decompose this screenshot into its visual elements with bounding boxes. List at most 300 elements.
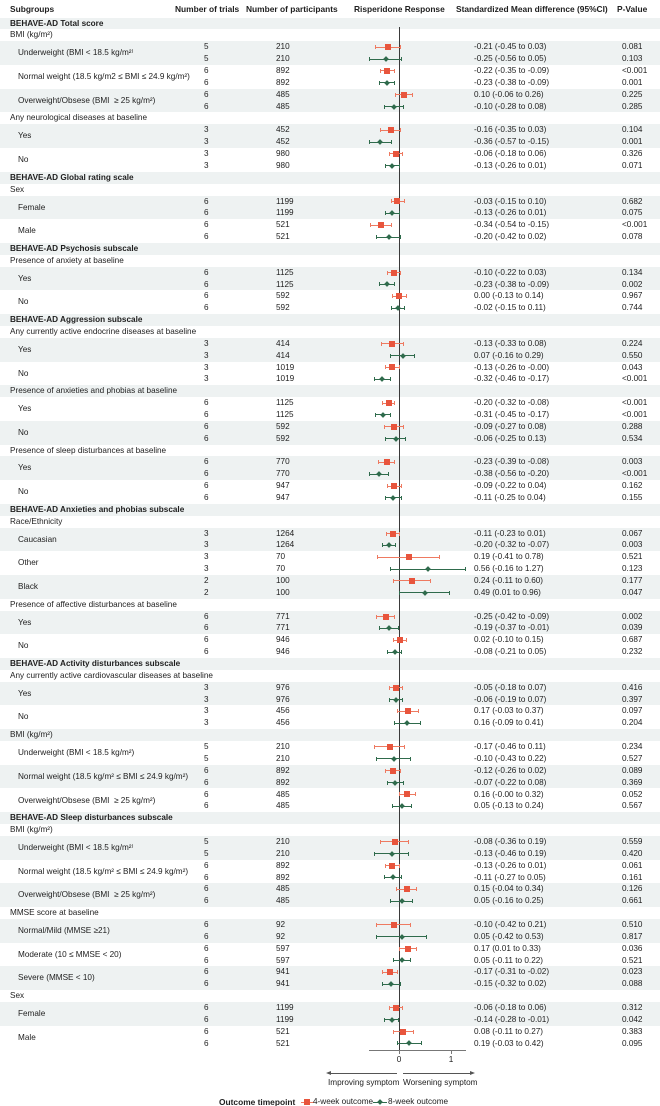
cell-number-of-trials: 3 bbox=[204, 374, 209, 384]
subgroup-label: Severe (MMSE < 10) bbox=[18, 973, 95, 983]
x-tick-0 bbox=[399, 1050, 400, 1054]
cell-p-value: <0.001 bbox=[622, 398, 648, 408]
cell-smd-ci: 0.00 (-0.13 to 0.14) bbox=[474, 291, 544, 301]
cell-number-of-participants: 1019 bbox=[276, 374, 295, 384]
cell-smd-ci: -0.10 (-0.28 to 0.08) bbox=[474, 101, 547, 111]
cell-smd-ci: 0.17 (-0.03 to 0.37) bbox=[474, 706, 544, 716]
cell-number-of-participants: 941 bbox=[276, 967, 290, 977]
cell-p-value: 0.420 bbox=[622, 848, 643, 858]
cell-smd-ci: -0.23 (-0.38 to -0.09) bbox=[474, 77, 550, 87]
cell-p-value: 0.039 bbox=[622, 623, 643, 633]
ci-cap-lower bbox=[396, 887, 397, 891]
cell-number-of-participants: 92 bbox=[276, 931, 286, 941]
cell-number-of-trials: 5 bbox=[204, 836, 209, 846]
ci-cap-upper bbox=[415, 792, 416, 796]
subgroup-label: Overweight/Obsese (BMI ≥ 25 kg/m²) bbox=[18, 890, 156, 900]
cell-number-of-trials: 6 bbox=[204, 967, 209, 977]
cell-p-value: 0.036 bbox=[622, 943, 643, 953]
cell-number-of-trials: 6 bbox=[204, 421, 209, 431]
cell-p-value: 0.397 bbox=[622, 694, 643, 704]
cell-number-of-trials: 3 bbox=[204, 552, 209, 562]
cell-number-of-trials: 6 bbox=[204, 955, 209, 965]
cell-number-of-participants: 947 bbox=[276, 481, 290, 491]
cell-smd-ci: -0.36 (-0.57 to -0.15) bbox=[474, 137, 550, 147]
cell-smd-ci: -0.10 (-0.22 to 0.03) bbox=[474, 267, 547, 277]
cell-p-value: 0.078 bbox=[622, 232, 643, 242]
ci-cap-lower bbox=[385, 164, 386, 168]
cell-smd-ci: 0.16 (-0.09 to 0.41) bbox=[474, 718, 544, 728]
ci-cap-upper bbox=[418, 709, 419, 713]
ci-cap-upper bbox=[402, 1006, 403, 1010]
cell-number-of-trials: 6 bbox=[204, 896, 209, 906]
ci-cap-lower bbox=[382, 970, 383, 974]
cell-number-of-trials: 6 bbox=[204, 765, 209, 775]
cell-number-of-trials: 6 bbox=[204, 220, 209, 230]
ci-cap-lower bbox=[390, 899, 391, 903]
cell-number-of-trials: 6 bbox=[204, 611, 209, 621]
cell-p-value: 0.967 bbox=[622, 291, 643, 301]
cell-smd-ci: -0.38 (-0.56 to -0.20) bbox=[474, 469, 550, 479]
cell-smd-ci: -0.13 (-0.26 to -0.00) bbox=[474, 362, 550, 372]
section-title: BEHAVE-AD Sleep disturbances subscale bbox=[10, 813, 173, 823]
cell-number-of-participants: 521 bbox=[276, 220, 290, 230]
ci-cap-upper bbox=[405, 437, 406, 441]
ci-cap-upper bbox=[401, 57, 402, 61]
category-label: Race/Ethnicity bbox=[10, 516, 63, 526]
cell-smd-ci: -0.34 (-0.54 to -0.15) bbox=[474, 220, 550, 230]
point-estimate-square-icon bbox=[391, 922, 397, 928]
point-estimate-diamond-icon bbox=[388, 981, 394, 987]
ci-cap-upper bbox=[394, 282, 395, 286]
cell-p-value: 0.744 bbox=[622, 303, 643, 313]
subgroup-label: No bbox=[18, 297, 29, 307]
ci-cap-lower bbox=[375, 413, 376, 417]
cell-number-of-participants: 1264 bbox=[276, 528, 295, 538]
section-title: BEHAVE-AD Global rating scale bbox=[10, 172, 134, 182]
cell-smd-ci: -0.23 (-0.39 to -0.08) bbox=[474, 457, 550, 467]
category-label: Presence of anxiety at baseline bbox=[10, 255, 124, 265]
cell-p-value: 0.204 bbox=[622, 718, 643, 728]
ci-cap-upper bbox=[394, 615, 395, 619]
point-estimate-square-icon bbox=[404, 791, 410, 797]
cell-smd-ci: 0.16 (-0.00 to 0.32) bbox=[474, 789, 544, 799]
category-label: MMSE score at baseline bbox=[10, 908, 99, 918]
ci-cap-lower bbox=[392, 804, 393, 808]
cell-p-value: <0.001 bbox=[622, 220, 648, 230]
ci-cap-lower bbox=[393, 638, 394, 642]
cell-number-of-participants: 100 bbox=[276, 587, 290, 597]
ci-cap-lower bbox=[385, 864, 386, 868]
cell-smd-ci: -0.13 (-0.46 to 0.19) bbox=[474, 848, 547, 858]
header-number-of-trials: Number of trials bbox=[175, 4, 240, 14]
cell-number-of-participants: 892 bbox=[276, 777, 290, 787]
cell-smd-ci: -0.32 (-0.46 to -0.17) bbox=[474, 374, 550, 384]
point-estimate-square-icon bbox=[409, 578, 415, 584]
subgroup-label: Yes bbox=[18, 688, 32, 698]
cell-smd-ci: -0.22 (-0.35 to -0.09) bbox=[474, 66, 550, 76]
ci-cap-upper bbox=[420, 721, 421, 725]
cell-number-of-participants: 1125 bbox=[276, 409, 294, 419]
ci-cap-upper bbox=[398, 1018, 399, 1022]
point-estimate-diamond-icon bbox=[391, 756, 397, 762]
cell-number-of-trials: 5 bbox=[204, 753, 209, 763]
cell-number-of-trials: 3 bbox=[204, 682, 209, 692]
ci-cap-upper bbox=[398, 626, 399, 630]
ci-cap-upper bbox=[390, 377, 391, 381]
subgroup-label: Yes bbox=[18, 131, 32, 141]
cell-number-of-trials: 3 bbox=[204, 362, 209, 372]
ci-cap-upper bbox=[399, 211, 400, 215]
point-estimate-square-icon bbox=[394, 198, 400, 204]
ci-cap-lower bbox=[378, 460, 379, 464]
cell-number-of-participants: 210 bbox=[276, 54, 290, 64]
ci-cap-upper bbox=[411, 804, 412, 808]
cell-p-value: 0.126 bbox=[622, 884, 643, 894]
subgroup-label: Yes bbox=[18, 617, 32, 627]
ci-cap-upper bbox=[449, 591, 450, 595]
point-estimate-diamond-icon bbox=[386, 626, 392, 632]
cell-number-of-participants: 892 bbox=[276, 66, 290, 76]
cell-number-of-trials: 6 bbox=[204, 433, 209, 443]
ci-cap-lower bbox=[379, 81, 380, 85]
ci-cap-lower bbox=[379, 626, 380, 630]
cell-p-value: 0.155 bbox=[622, 493, 643, 502]
point-estimate-diamond-icon bbox=[389, 1017, 395, 1023]
cell-number-of-trials: 3 bbox=[204, 125, 209, 135]
cell-p-value: 0.817 bbox=[622, 931, 643, 941]
ci-cap-lower bbox=[384, 105, 385, 109]
cell-smd-ci: -0.14 (-0.28 to -0.01) bbox=[474, 1014, 550, 1024]
ci-cap-upper bbox=[403, 425, 404, 429]
ci-cap-lower bbox=[380, 840, 381, 844]
cell-number-of-trials: 6 bbox=[204, 1038, 209, 1048]
subgroup-label: Female bbox=[18, 1008, 46, 1018]
ci-cap-upper bbox=[400, 235, 401, 239]
cell-p-value: 0.326 bbox=[622, 149, 643, 159]
cell-smd-ci: 0.07 (-0.16 to 0.29) bbox=[474, 350, 544, 360]
cell-number-of-participants: 976 bbox=[276, 694, 290, 704]
cell-number-of-participants: 1199 bbox=[276, 1002, 294, 1012]
point-estimate-square-icon bbox=[388, 127, 394, 133]
cell-p-value: <0.001 bbox=[622, 66, 648, 76]
ci-cap-lower bbox=[382, 982, 383, 986]
cell-number-of-trials: 5 bbox=[204, 54, 209, 64]
ci-cap-lower bbox=[381, 342, 382, 346]
ci-cap-upper bbox=[401, 484, 402, 488]
category-label: BMI (kg/m²) bbox=[10, 730, 53, 740]
header-p-value: P-Value bbox=[617, 4, 648, 14]
category-label: Any currently active cardiovascular diseases at baseline bbox=[10, 670, 213, 680]
subgroup-label: Overweight/Obsese (BMI ≥ 25 kg/m²) bbox=[18, 795, 156, 805]
ci-cap-upper bbox=[404, 306, 405, 310]
cell-number-of-participants: 100 bbox=[276, 576, 290, 586]
ci-cap-lower bbox=[387, 781, 388, 785]
cell-p-value: 0.224 bbox=[622, 338, 643, 348]
point-estimate-square-icon bbox=[390, 768, 396, 774]
subgroup-label: Other bbox=[18, 558, 39, 568]
cell-smd-ci: -0.12 (-0.26 to 0.02) bbox=[474, 765, 547, 775]
ci-cap-lower bbox=[385, 365, 386, 369]
point-estimate-square-icon bbox=[385, 44, 391, 50]
ci-cap-lower bbox=[393, 958, 394, 962]
cell-p-value: 0.161 bbox=[622, 872, 643, 882]
cell-number-of-trials: 3 bbox=[204, 528, 209, 538]
cell-number-of-trials: 5 bbox=[204, 848, 209, 858]
cell-number-of-trials: 6 bbox=[204, 469, 209, 479]
point-estimate-diamond-icon bbox=[395, 305, 401, 311]
ci-cap-upper bbox=[408, 852, 409, 856]
ci-cap-upper bbox=[430, 579, 431, 583]
ci-cap-lower bbox=[375, 45, 376, 49]
cell-smd-ci: -0.08 (-0.36 to 0.19) bbox=[474, 836, 547, 846]
cell-number-of-trials: 6 bbox=[204, 872, 209, 882]
category-label: BMI (kg/m²) bbox=[10, 30, 53, 40]
ci-cap-lower bbox=[394, 721, 395, 725]
cell-number-of-trials: 6 bbox=[204, 801, 209, 811]
subgroup-label: Female bbox=[18, 202, 46, 212]
cell-number-of-participants: 414 bbox=[276, 338, 290, 348]
point-estimate-square-icon bbox=[393, 1005, 399, 1011]
ci-cap-upper bbox=[402, 152, 403, 156]
cell-number-of-participants: 521 bbox=[276, 1026, 290, 1036]
cell-p-value: 0.567 bbox=[622, 801, 643, 811]
ci-cap-lower bbox=[386, 532, 387, 536]
ci-cap-lower bbox=[369, 140, 370, 144]
ci-cap-upper bbox=[403, 781, 404, 785]
subgroup-label: Yes bbox=[18, 344, 32, 354]
ci-cap-lower bbox=[399, 591, 400, 595]
ci-cap-upper bbox=[394, 69, 395, 73]
cell-number-of-participants: 892 bbox=[276, 77, 290, 87]
cell-number-of-trials: 6 bbox=[204, 279, 209, 289]
cell-smd-ci: -0.07 (-0.22 to 0.08) bbox=[474, 777, 547, 787]
cell-number-of-trials: 3 bbox=[204, 540, 209, 550]
cell-number-of-participants: 976 bbox=[276, 682, 290, 692]
ci-cap-lower bbox=[374, 852, 375, 856]
cell-number-of-trials: 6 bbox=[204, 884, 209, 894]
point-estimate-diamond-icon bbox=[400, 353, 406, 359]
cell-number-of-participants: 892 bbox=[276, 765, 290, 775]
cell-smd-ci: -0.08 (-0.21 to 0.05) bbox=[474, 647, 547, 657]
ci-cap-upper bbox=[413, 1030, 414, 1034]
cell-p-value: 0.383 bbox=[622, 1026, 643, 1036]
point-estimate-diamond-icon bbox=[426, 566, 432, 572]
cell-smd-ci: -0.13 (-0.26 to 0.01) bbox=[474, 860, 547, 870]
ci-cap-upper bbox=[397, 970, 398, 974]
cell-smd-ci: -0.19 (-0.37 to -0.01) bbox=[474, 623, 550, 633]
ci-cap-upper bbox=[401, 496, 402, 500]
point-estimate-square-icon bbox=[393, 151, 399, 157]
cell-p-value: 0.002 bbox=[622, 279, 643, 289]
x-tick-label-0: 0 bbox=[396, 1055, 402, 1064]
point-estimate-square-icon bbox=[396, 293, 402, 299]
ci-cap-upper bbox=[410, 958, 411, 962]
cell-p-value: 0.095 bbox=[622, 1038, 643, 1048]
cell-p-value: 0.001 bbox=[622, 77, 643, 87]
point-estimate-diamond-icon bbox=[390, 875, 396, 881]
point-estimate-square-icon bbox=[378, 222, 384, 228]
ci-cap-lower bbox=[385, 496, 386, 500]
point-estimate-diamond-icon bbox=[386, 234, 392, 240]
header-subgroups: Subgroups bbox=[10, 4, 55, 14]
cell-smd-ci: 0.15 (-0.04 to 0.34) bbox=[474, 884, 544, 894]
ci-cap-upper bbox=[400, 769, 401, 773]
cell-p-value: 0.550 bbox=[622, 350, 643, 360]
label-worsening-symptom: Worsening symptom bbox=[403, 1078, 478, 1087]
ci-cap-lower bbox=[370, 223, 371, 227]
subgroup-label: Normal weight (18.5 kg/m² ≤ BMI ≤ 24.9 kg/m²) bbox=[18, 866, 189, 876]
legend-4week-label: 4-week outcome bbox=[313, 1097, 374, 1106]
category-label: Presence of affective disturbances at baseline bbox=[10, 599, 177, 609]
cell-p-value: 0.288 bbox=[622, 421, 643, 431]
subgroup-label: Caucasian bbox=[18, 534, 57, 544]
cell-number-of-participants: 771 bbox=[276, 623, 290, 633]
cell-number-of-trials: 6 bbox=[204, 777, 209, 787]
cell-number-of-participants: 946 bbox=[276, 635, 290, 645]
cell-number-of-trials: 3 bbox=[204, 160, 209, 170]
point-estimate-square-icon bbox=[391, 270, 397, 276]
x-tick-1 bbox=[451, 1050, 452, 1054]
cell-number-of-participants: 770 bbox=[276, 457, 290, 467]
cell-number-of-trials: 6 bbox=[204, 101, 209, 111]
cell-smd-ci: -0.06 (-0.19 to 0.07) bbox=[474, 694, 547, 704]
cell-number-of-participants: 485 bbox=[276, 896, 290, 906]
subgroup-label: Male bbox=[18, 226, 36, 236]
cell-smd-ci: 0.19 (-0.03 to 0.42) bbox=[474, 1038, 544, 1048]
cell-p-value: 0.369 bbox=[622, 777, 643, 787]
cell-number-of-trials: 3 bbox=[204, 706, 209, 716]
ci-cap-lower bbox=[389, 698, 390, 702]
cell-smd-ci: -0.23 (-0.38 to -0.09) bbox=[474, 279, 550, 289]
cell-number-of-trials: 5 bbox=[204, 42, 209, 52]
ci-cap-upper bbox=[416, 947, 417, 951]
cell-p-value: 0.687 bbox=[622, 635, 643, 645]
cell-p-value: 0.527 bbox=[622, 753, 643, 763]
cell-number-of-trials: 6 bbox=[204, 77, 209, 87]
cell-p-value: 0.510 bbox=[622, 919, 643, 929]
cell-smd-ci: -0.15 (-0.32 to 0.02) bbox=[474, 979, 547, 989]
point-estimate-diamond-icon bbox=[389, 163, 395, 169]
subgroup-label: Male bbox=[18, 1032, 36, 1042]
ci-cap-lower bbox=[393, 1030, 394, 1034]
cell-p-value: 0.234 bbox=[622, 742, 643, 752]
cell-p-value: 0.067 bbox=[622, 528, 643, 538]
cell-number-of-participants: 521 bbox=[276, 1038, 290, 1048]
ci-cap-lower bbox=[385, 211, 386, 215]
ci-cap-upper bbox=[465, 567, 466, 571]
cell-smd-ci: -0.17 (-0.31 to -0.02) bbox=[474, 967, 550, 977]
subgroup-label: No bbox=[18, 487, 29, 497]
subgroup-label: Normal weight (18.5 kg/m² ≤ BMI ≤ 24.9 kg/m²) bbox=[18, 771, 189, 781]
x-tick-label-1: 1 bbox=[448, 1055, 454, 1064]
cell-number-of-participants: 980 bbox=[276, 160, 290, 170]
cell-smd-ci: 0.05 (-0.16 to 0.25) bbox=[474, 896, 544, 906]
cell-p-value: 0.075 bbox=[622, 208, 643, 218]
point-estimate-diamond-icon bbox=[377, 139, 383, 145]
subgroup-label: Yes bbox=[18, 404, 32, 414]
cell-number-of-trials: 6 bbox=[204, 635, 209, 645]
cell-number-of-trials: 2 bbox=[204, 576, 209, 586]
point-estimate-diamond-icon bbox=[405, 720, 411, 726]
cell-number-of-participants: 485 bbox=[276, 101, 290, 111]
cell-smd-ci: 0.02 (-0.10 to 0.15) bbox=[474, 635, 544, 645]
cell-number-of-trials: 5 bbox=[204, 742, 209, 752]
cell-p-value: 0.559 bbox=[622, 836, 643, 846]
cell-number-of-participants: 770 bbox=[276, 469, 290, 479]
ci-cap-upper bbox=[394, 401, 395, 405]
point-estimate-square-icon bbox=[384, 68, 390, 74]
point-estimate-diamond-icon bbox=[399, 958, 405, 964]
cell-smd-ci: -0.06 (-0.18 to 0.06) bbox=[474, 149, 547, 159]
cell-number-of-participants: 456 bbox=[276, 718, 290, 728]
cell-smd-ci: 0.24 (-0.11 to 0.60) bbox=[474, 576, 544, 586]
cell-smd-ci: -0.11 (-0.27 to 0.05) bbox=[474, 872, 546, 882]
cell-number-of-participants: 592 bbox=[276, 433, 290, 443]
cell-number-of-participants: 92 bbox=[276, 919, 286, 929]
point-estimate-diamond-icon bbox=[389, 851, 395, 857]
ci-cap-lower bbox=[392, 294, 393, 298]
category-label: Presence of anxieties and phobias at baseline bbox=[10, 386, 178, 396]
cell-smd-ci: -0.16 (-0.35 to 0.03) bbox=[474, 125, 547, 135]
cell-smd-ci: -0.09 (-0.27 to 0.08) bbox=[474, 421, 547, 431]
point-estimate-square-icon bbox=[389, 863, 395, 869]
cell-smd-ci: 0.56 (-0.16 to 1.27) bbox=[474, 564, 544, 574]
point-estimate-diamond-icon bbox=[422, 590, 428, 596]
point-estimate-diamond-icon bbox=[390, 495, 396, 501]
point-estimate-diamond-icon bbox=[380, 412, 386, 418]
cell-p-value: 0.312 bbox=[622, 1002, 643, 1012]
subgroup-label: Underweight (BMI < 18.5 kg/m²⁾ bbox=[18, 48, 134, 58]
arrow-right-head-icon bbox=[470, 1071, 475, 1075]
cell-p-value: 0.043 bbox=[622, 362, 643, 372]
point-estimate-square-icon bbox=[383, 614, 389, 620]
ci-cap-upper bbox=[421, 1041, 422, 1045]
ci-cap-lower bbox=[389, 1006, 390, 1010]
cell-number-of-participants: 521 bbox=[276, 232, 290, 242]
cell-p-value: 0.052 bbox=[622, 789, 643, 799]
cell-p-value: 0.089 bbox=[622, 765, 643, 775]
ci-cap-lower bbox=[385, 437, 386, 441]
cell-smd-ci: -0.06 (-0.25 to 0.13) bbox=[474, 433, 547, 443]
ci-cap-lower bbox=[376, 615, 377, 619]
legend-4week-square-icon bbox=[304, 1099, 310, 1105]
ci-cap-lower bbox=[376, 935, 377, 939]
cell-number-of-trials: 6 bbox=[204, 303, 209, 313]
point-estimate-square-icon bbox=[397, 637, 403, 643]
ci-cap-upper bbox=[406, 294, 407, 298]
cell-number-of-participants: 597 bbox=[276, 943, 290, 953]
cell-number-of-participants: 592 bbox=[276, 303, 290, 313]
ci-cap-lower bbox=[393, 579, 394, 583]
cell-p-value: 0.023 bbox=[622, 967, 643, 977]
cell-p-value: 0.123 bbox=[622, 564, 643, 574]
cell-p-value: 0.002 bbox=[622, 611, 643, 621]
ci-cap-lower bbox=[391, 199, 392, 203]
ci-cap-upper bbox=[402, 698, 403, 702]
cell-p-value: 0.104 bbox=[622, 125, 643, 135]
cell-number-of-trials: 6 bbox=[204, 291, 209, 301]
ci-cap-upper bbox=[401, 650, 402, 654]
point-estimate-square-icon bbox=[386, 400, 392, 406]
cell-number-of-trials: 6 bbox=[204, 409, 209, 419]
ci-cap-upper bbox=[399, 532, 400, 536]
cell-number-of-participants: 592 bbox=[276, 291, 290, 301]
subgroup-label: Normal weight (18.5 kg/m2 ≤ BMI ≤ 24.9 kg/m²) bbox=[18, 72, 190, 82]
ci-cap-lower bbox=[395, 93, 396, 97]
ci-cap-upper bbox=[403, 342, 404, 346]
cell-number-of-trials: 6 bbox=[204, 208, 209, 218]
cell-number-of-trials: 2 bbox=[204, 587, 209, 597]
